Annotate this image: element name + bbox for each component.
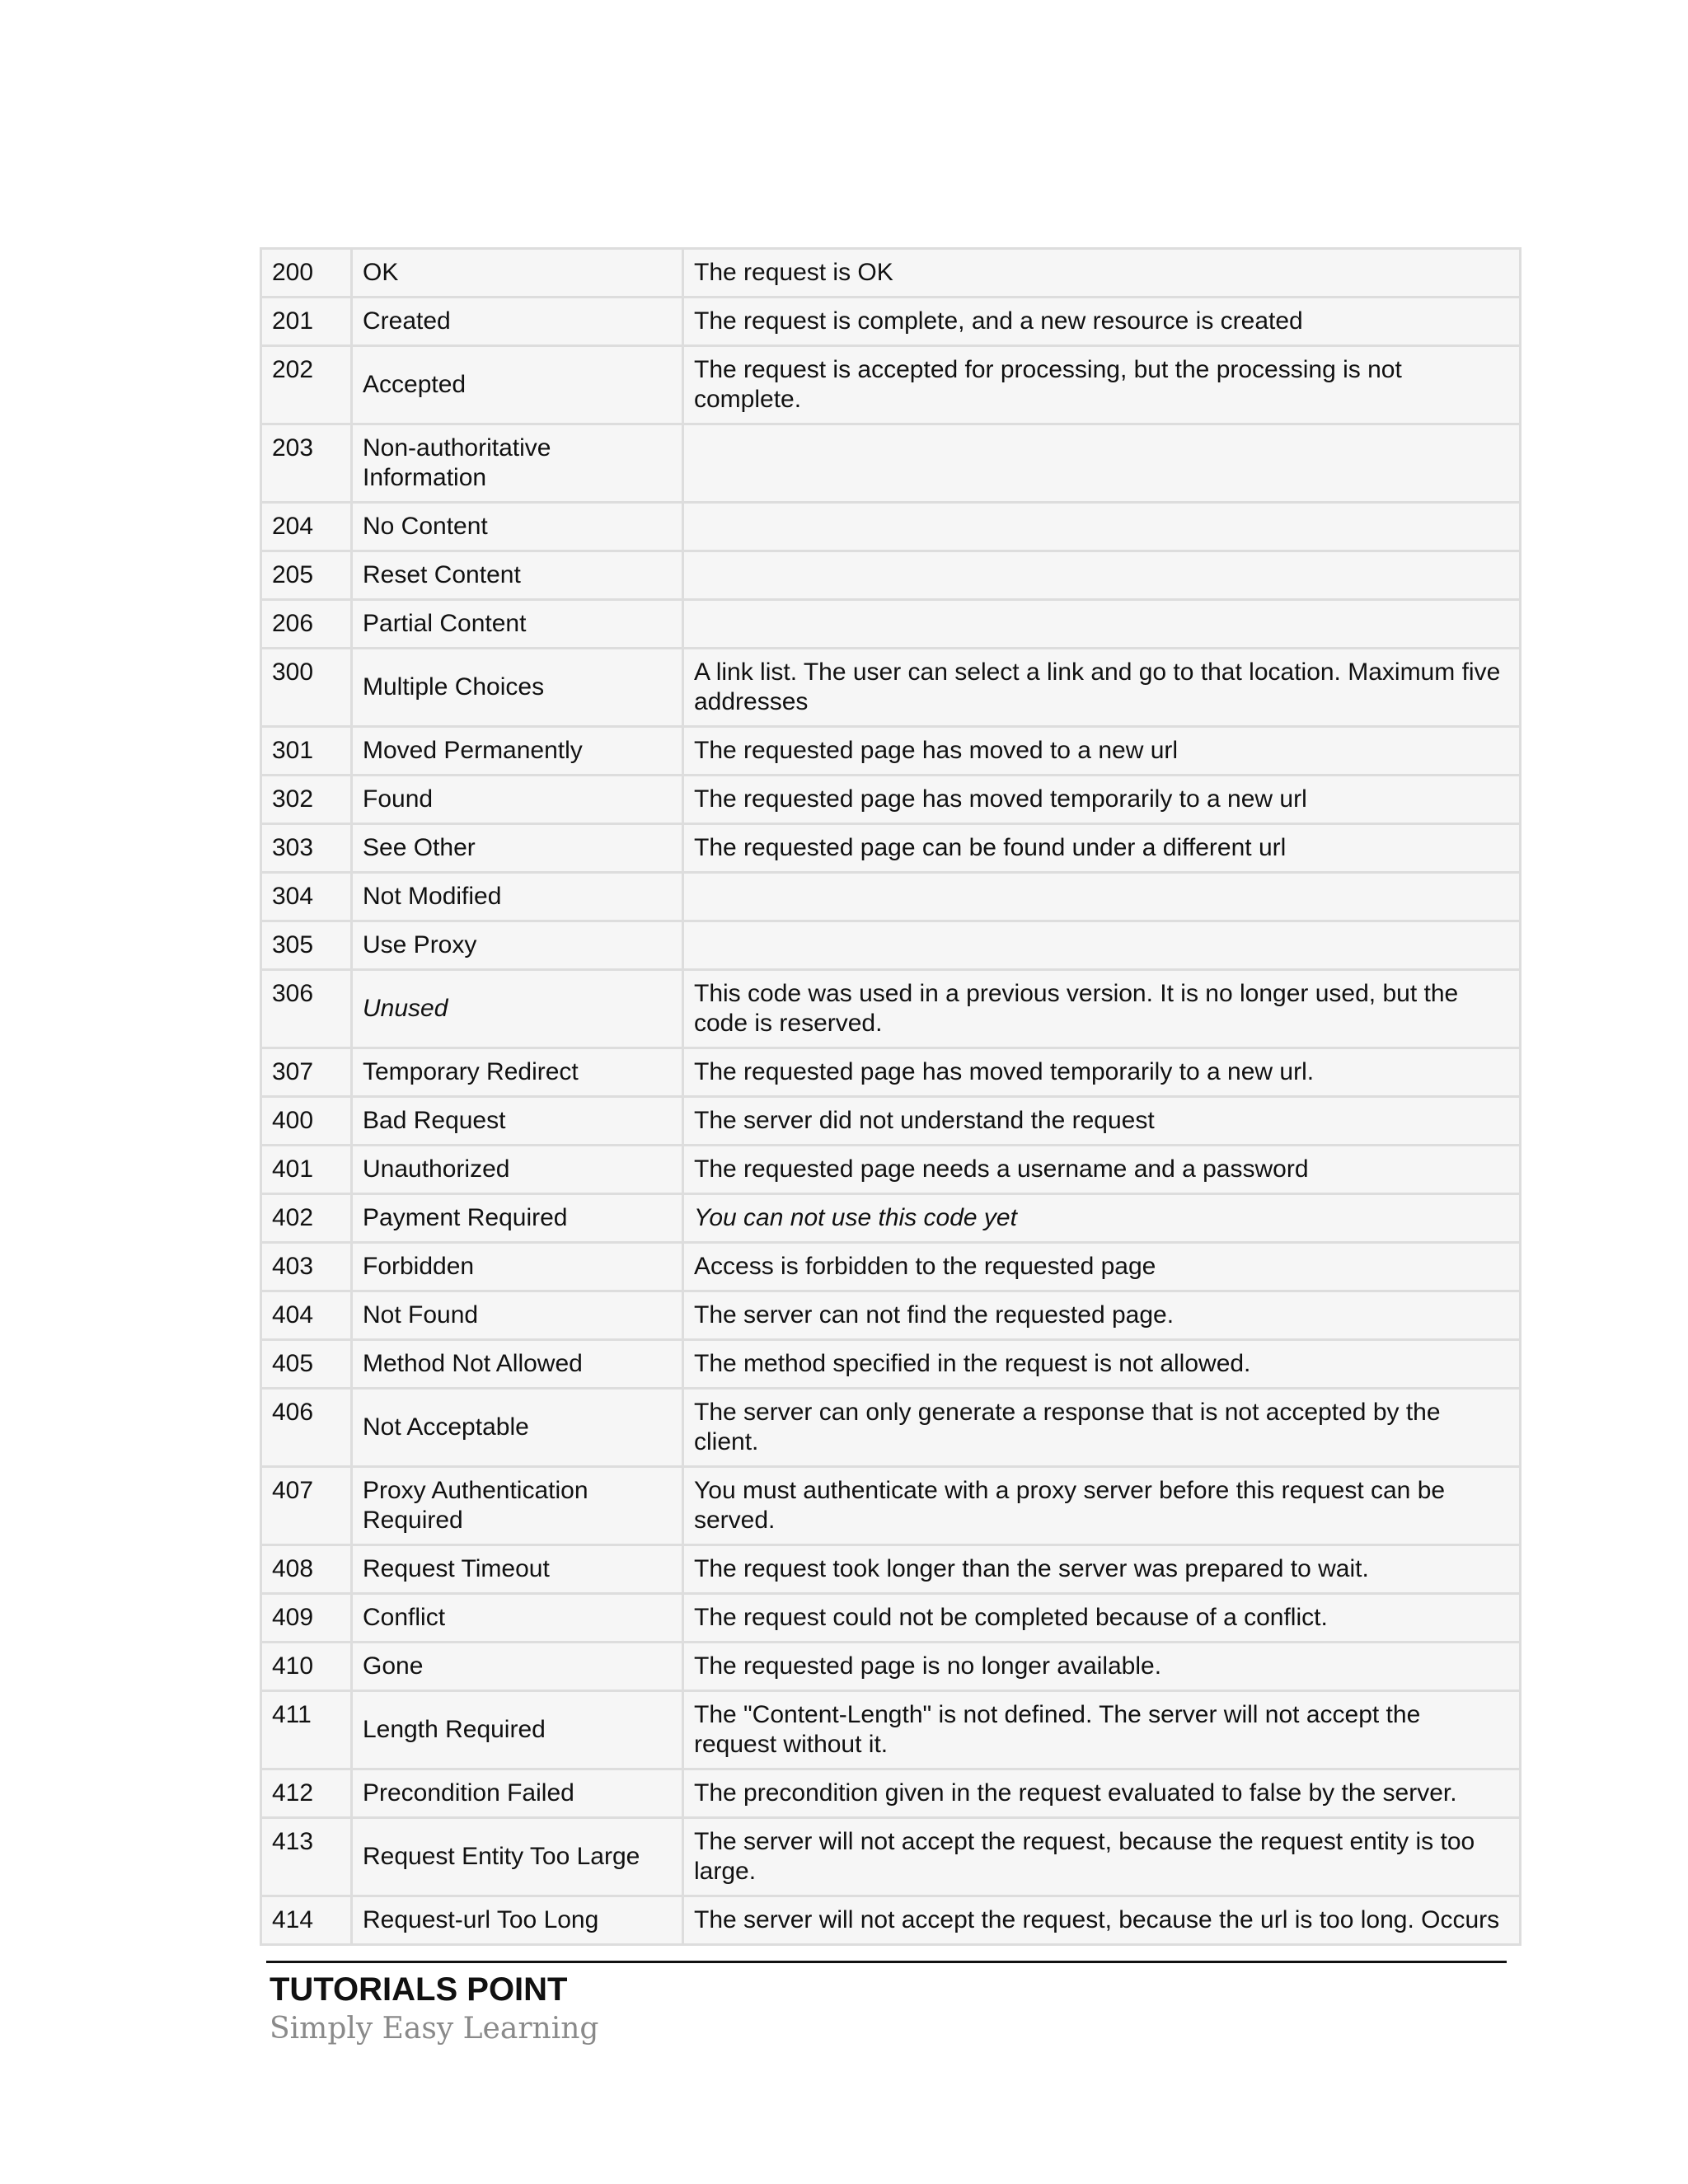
status-code-cell: 402 xyxy=(261,1194,352,1243)
table-row xyxy=(261,249,1521,298)
status-description-cell: The server will not accept the request, because the request entity is too large. xyxy=(683,1818,1521,1896)
table-row xyxy=(261,1097,1521,1146)
status-description-cell: The requested page needs a username and a password xyxy=(683,1146,1521,1194)
table-row xyxy=(261,1291,1521,1340)
status-message-cell: Reset Content xyxy=(352,551,683,600)
status-message-cell: Created xyxy=(352,298,683,346)
status-description-cell xyxy=(683,424,1521,503)
status-description-cell: The precondition given in the request evaluated to false by the server. xyxy=(683,1769,1521,1818)
status-code-cell: 304 xyxy=(261,873,352,921)
status-description-cell xyxy=(683,551,1521,600)
status-description-cell: The method specified in the request is not allowed. xyxy=(683,1340,1521,1389)
status-code-cell: 411 xyxy=(261,1691,352,1769)
table-row xyxy=(261,600,1521,649)
status-description-cell xyxy=(683,600,1521,649)
status-message-cell: OK xyxy=(352,249,683,298)
status-code-cell: 200 xyxy=(261,249,352,298)
status-message-cell: Forbidden xyxy=(352,1243,683,1291)
table-row xyxy=(261,1048,1521,1097)
status-description-cell: You can not use this code yet xyxy=(683,1194,1521,1243)
status-message-cell: Gone xyxy=(352,1643,683,1691)
status-message-cell: Partial Content xyxy=(352,600,683,649)
status-description-cell: The requested page is no longer available. xyxy=(683,1643,1521,1691)
status-code-cell: 401 xyxy=(261,1146,352,1194)
status-code-cell: 400 xyxy=(261,1097,352,1146)
table-row xyxy=(261,1146,1521,1194)
table-row xyxy=(261,873,1521,921)
status-code-cell: 403 xyxy=(261,1243,352,1291)
status-code-cell: 202 xyxy=(261,346,352,424)
table-row xyxy=(261,1691,1521,1769)
status-code-cell: 414 xyxy=(261,1896,352,1945)
status-code-cell: 206 xyxy=(261,600,352,649)
status-message-cell: Not Found xyxy=(352,1291,683,1340)
status-message-cell: Moved Permanently xyxy=(352,727,683,776)
footer-title: TUTORIALS POINT xyxy=(270,1971,568,2008)
status-message-cell: Length Required xyxy=(352,1691,683,1769)
table-row xyxy=(261,1340,1521,1389)
table-row xyxy=(261,298,1521,346)
status-code-cell: 307 xyxy=(261,1048,352,1097)
status-message-cell: Accepted xyxy=(352,346,683,424)
status-description-cell: This code was used in a previous version. It is no longer used, but the code is reserved. xyxy=(683,970,1521,1048)
status-code-cell: 300 xyxy=(261,649,352,727)
status-description-cell: The server did not understand the request xyxy=(683,1097,1521,1146)
status-message-cell: Method Not Allowed xyxy=(352,1340,683,1389)
table-row xyxy=(261,1643,1521,1691)
table-row xyxy=(261,1194,1521,1243)
status-message-cell: Found xyxy=(352,776,683,824)
status-code-cell: 203 xyxy=(261,424,352,503)
status-message-cell: No Content xyxy=(352,503,683,551)
status-message-cell: Not Acceptable xyxy=(352,1389,683,1467)
table-row xyxy=(261,970,1521,1048)
status-description-cell: The request is accepted for processing, but the processing is not complete. xyxy=(683,346,1521,424)
status-code-cell: 407 xyxy=(261,1467,352,1545)
status-message-cell: Unused xyxy=(352,970,683,1048)
status-message-cell: Precondition Failed xyxy=(352,1769,683,1818)
status-description-cell xyxy=(683,873,1521,921)
status-description-cell: The request took longer than the server was prepared to wait. xyxy=(683,1545,1521,1594)
status-description-cell xyxy=(683,921,1521,970)
status-description-cell: The server can only generate a response that is not accepted by the client. xyxy=(683,1389,1521,1467)
status-code-cell: 413 xyxy=(261,1818,352,1896)
status-message-cell: Request-url Too Long xyxy=(352,1896,683,1945)
status-message-cell: Multiple Choices xyxy=(352,649,683,727)
status-code-cell: 302 xyxy=(261,776,352,824)
status-description-cell: Access is forbidden to the requested page xyxy=(683,1243,1521,1291)
status-description-cell: The server can not find the requested page. xyxy=(683,1291,1521,1340)
table-row xyxy=(261,649,1521,727)
status-code-cell: 410 xyxy=(261,1643,352,1691)
status-code-cell: 404 xyxy=(261,1291,352,1340)
status-code-cell: 301 xyxy=(261,727,352,776)
table-row xyxy=(261,424,1521,503)
status-code-cell: 412 xyxy=(261,1769,352,1818)
status-description-cell: The requested page can be found under a different url xyxy=(683,824,1521,873)
status-description-cell: The server will not accept the request, because the url is too long. Occurs xyxy=(683,1896,1521,1945)
table-row xyxy=(261,776,1521,824)
table-row xyxy=(261,824,1521,873)
table-row xyxy=(261,1467,1521,1545)
status-code-cell: 305 xyxy=(261,921,352,970)
status-code-cell: 303 xyxy=(261,824,352,873)
status-description-cell: The "Content-Length" is not defined. The server will not accept the request without it. xyxy=(683,1691,1521,1769)
status-message-cell: Bad Request xyxy=(352,1097,683,1146)
status-description-cell: The requested page has moved to a new url xyxy=(683,727,1521,776)
status-message-cell: See Other xyxy=(352,824,683,873)
status-code-cell: 405 xyxy=(261,1340,352,1389)
table-row xyxy=(261,1769,1521,1818)
status-code-cell: 409 xyxy=(261,1594,352,1643)
status-message-cell: Non-authoritative Information xyxy=(352,424,683,503)
status-description-cell: The request is OK xyxy=(683,249,1521,298)
status-description-cell: A link list. The user can select a link and go to that location. Maximum five addresses xyxy=(683,649,1521,727)
status-code-cell: 204 xyxy=(261,503,352,551)
footer-tagline: Simply Easy Learning xyxy=(270,2012,599,2046)
status-code-cell: 408 xyxy=(261,1545,352,1594)
status-message-cell: Conflict xyxy=(352,1594,683,1643)
status-message-cell: Request Entity Too Large xyxy=(352,1818,683,1896)
table-row xyxy=(261,551,1521,600)
status-code-cell: 205 xyxy=(261,551,352,600)
status-message-cell: Temporary Redirect xyxy=(352,1048,683,1097)
table-row xyxy=(261,1389,1521,1467)
table-row xyxy=(261,346,1521,424)
table-row xyxy=(261,1594,1521,1643)
table-row xyxy=(261,727,1521,776)
status-code-cell: 306 xyxy=(261,970,352,1048)
table-row xyxy=(261,1896,1521,1945)
table-row xyxy=(261,503,1521,551)
status-description-cell: The request is complete, and a new resource is created xyxy=(683,298,1521,346)
status-description-cell: The request could not be completed because of a conflict. xyxy=(683,1594,1521,1643)
footer-divider xyxy=(266,1961,1507,1963)
status-message-cell: Request Timeout xyxy=(352,1545,683,1594)
status-code-cell: 406 xyxy=(261,1389,352,1467)
status-description-cell xyxy=(683,503,1521,551)
status-message-cell: Use Proxy xyxy=(352,921,683,970)
table-row xyxy=(261,1243,1521,1291)
status-message-cell: Proxy Authentication Required xyxy=(352,1467,683,1545)
status-description-cell: The requested page has moved temporarily to a new url. xyxy=(683,1048,1521,1097)
status-message-cell: Not Modified xyxy=(352,873,683,921)
http-status-table xyxy=(260,247,1522,1946)
table-row xyxy=(261,921,1521,970)
table-row xyxy=(261,1818,1521,1896)
status-table-body xyxy=(261,249,1521,1945)
status-message-cell: Payment Required xyxy=(352,1194,683,1243)
table-row xyxy=(261,1545,1521,1594)
status-description-cell: The requested page has moved temporarily to a new url xyxy=(683,776,1521,824)
status-description-cell: You must authenticate with a proxy server before this request can be served. xyxy=(683,1467,1521,1545)
status-code-cell: 201 xyxy=(261,298,352,346)
status-message-cell: Unauthorized xyxy=(352,1146,683,1194)
